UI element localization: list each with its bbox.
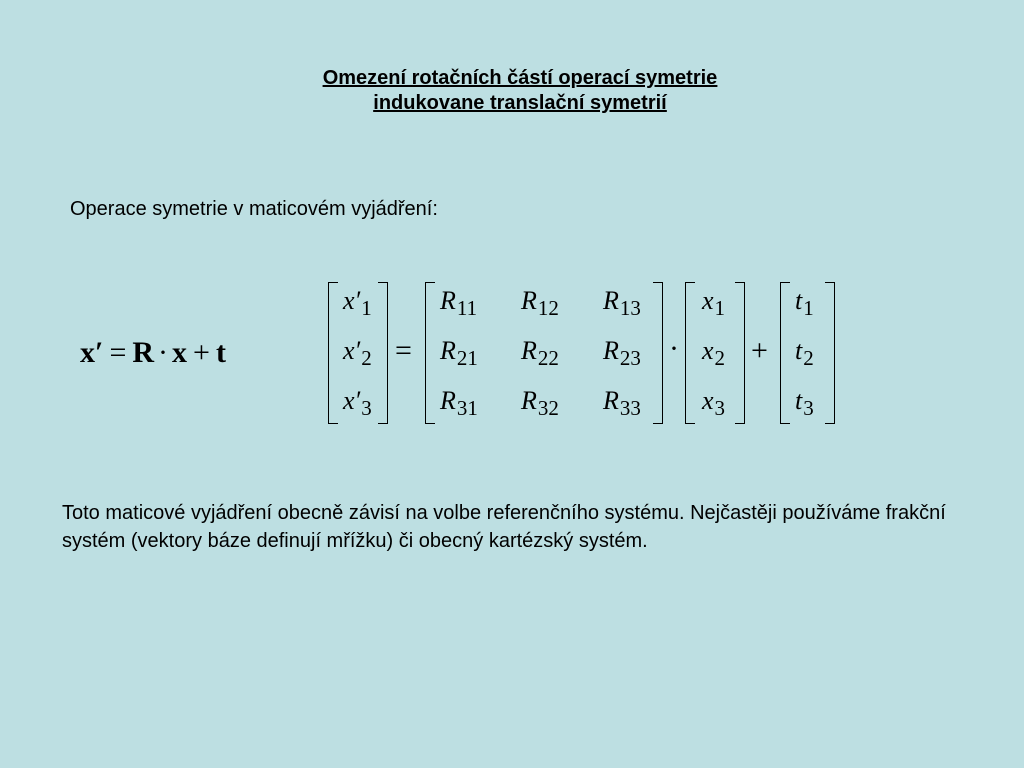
bracket-xprime-right — [378, 282, 388, 424]
bracket-xprime-left — [328, 282, 338, 424]
t-3: $t_3$ — [795, 386, 814, 420]
R-12: $R_{12}$ — [521, 286, 559, 320]
bracket-t-right — [825, 282, 835, 424]
slide-title — [0, 66, 1024, 116]
bracket-t-left — [780, 282, 790, 424]
x-2: $x_2$ — [702, 336, 726, 370]
x-3: $x_3$ — [702, 386, 726, 420]
title-line-2: indukovane translační symetrií — [373, 92, 667, 114]
R-11: $R_{11}$ — [440, 286, 478, 320]
eq-x: x — [172, 336, 188, 369]
R-13: $R_{13}$ — [603, 286, 641, 320]
R-31: $R_{31}$ — [440, 386, 478, 420]
t-1: $t_1$ — [795, 286, 814, 320]
R-23: $R_{23}$ — [603, 336, 641, 370]
xprime-3: $x'_3$ — [343, 386, 372, 420]
xprime-2: $x'_2$ — [343, 336, 372, 370]
x-1: $x_1$ — [702, 286, 726, 320]
bracket-x-left — [685, 282, 695, 424]
matrix-equals: = — [395, 334, 412, 367]
eq-equals: = — [109, 336, 127, 369]
t-2: $t_2$ — [795, 336, 814, 370]
xprime-1: $x'_1$ — [343, 286, 372, 320]
bracket-R-right — [653, 282, 663, 424]
matrix-dot: · — [669, 332, 679, 365]
R-21: $R_{21}$ — [440, 336, 478, 370]
R-33: $R_{33}$ — [603, 386, 641, 420]
R-22: $R_{22}$ — [521, 336, 559, 370]
matrix-plus: + — [751, 334, 768, 367]
eq-plus: + — [193, 336, 210, 369]
bracket-R-left — [425, 282, 435, 424]
title-line-1: Omezení rotačních částí operací symetrie — [322, 67, 718, 89]
intro-text: Operace symetrie v maticovém vyjádření: — [70, 198, 438, 220]
bracket-x-right — [735, 282, 745, 424]
R-32: $R_{32}$ — [521, 386, 559, 420]
body-paragraph: Toto maticové vyjádření obecně závisí na volbe referenčního systému. Nejčastěji používáme frakční systém (vektory báze definují mřížku) či obecný kartézský systém. — [62, 502, 946, 552]
eq-dot: · — [158, 336, 169, 369]
eq-t: t — [215, 336, 226, 369]
eq-lhs: x′ — [80, 336, 104, 369]
eq-R: R — [132, 336, 155, 369]
compact-equation — [80, 336, 226, 370]
